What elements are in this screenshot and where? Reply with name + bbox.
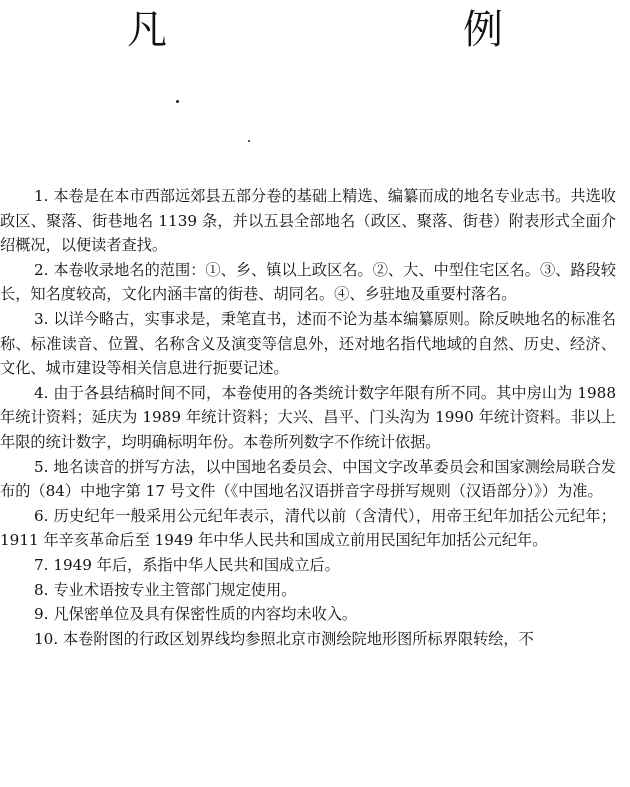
note-paragraph-1: 1. 本卷是在本市西部远郊县五部分卷的基础上精选、编纂而成的地名专业志书。共选收政区、聚落、街巷地名 1139 条，并以五县全部地名（政区、聚落、街巷）附表形式全面介绍概况，以便读者查找。 bbox=[0, 187, 616, 255]
note-paragraph-2: 2. 本卷收录地名的范围：①、乡、镇以上政区名。②、大、中型住宅区名。③、路段较长，知名度较高，文化内涵丰富的街巷、胡同名。④、乡驻地及重要村落名。 bbox=[0, 260, 616, 304]
note-paragraph-4: 4. 由于各县结稿时间不同，本卷使用的各类统计数字年限有所不同。其中房山为 1988 年统计资料；延庆为 1989 年统计资料；大兴、昌平、门头沟为 1990 年统计资料。非以上年限的统计数字，均明确标明年份。本卷所列数字不作统计依据。 bbox=[0, 383, 616, 451]
note-paragraph-9: 9. 凡保密单位及具有保密性质的内容均未收入。 bbox=[34, 605, 358, 624]
page-title: 凡 例 bbox=[127, 7, 575, 53]
note-paragraph-10: 10. 本卷附图的行政区划界线均参照北京市测绘院地形图所标界限转绘，不 bbox=[34, 629, 534, 648]
scan-speck bbox=[176, 100, 179, 103]
note-paragraph-6: 6. 历史纪年一般采用公元纪年表示，清代以前（含清代），用帝王纪年加括公元纪年；1911 年辛亥革命后至 1949 年中华人民共和国成立前用民国纪年加括公元纪年。 bbox=[0, 506, 616, 550]
note-paragraph-8: 8. 专业术语按专业主管部门规定使用。 bbox=[34, 580, 297, 599]
note-paragraph-7: 7. 1949 年后，系指中华人民共和国成立后。 bbox=[34, 555, 340, 574]
note-paragraph-5: 5. 地名读音的拼写方法，以中国地名委员会、中国文字改革委员会和国家测绘局联合发布的（84）中地字第 17 号文件（《中国地名汉语拼音字母拼写规则（汉语部分）》）为准。 bbox=[0, 457, 616, 501]
note-paragraph-3: 3. 以详今略古，实事求是，秉笔直书，述而不论为基本编纂原则。除反映地名的标准名称、标准读音、位置、名称含义及演变等信息外，还对地名指代地域的自然、历史、经济、文化、城市建设等相关信息进行扼要记述。 bbox=[0, 309, 616, 378]
scan-speck bbox=[248, 140, 250, 142]
editorial-notes bbox=[0, 184, 616, 651]
